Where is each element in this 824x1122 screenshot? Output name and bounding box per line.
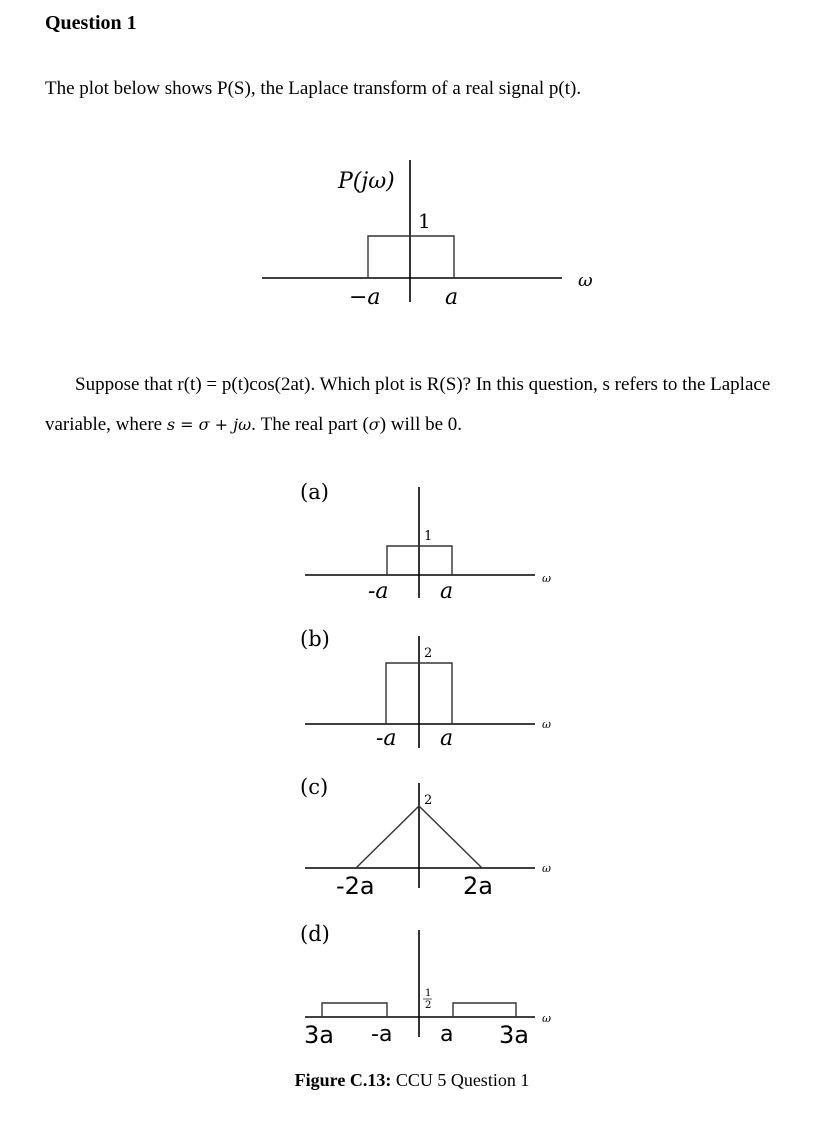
option-a-axis-label: ω — [542, 572, 551, 585]
main-rect-pulse — [368, 236, 454, 278]
option-c-height-label: 2 — [424, 793, 433, 808]
main-neg-label: −a — [349, 285, 381, 310]
laplace-variable-math: s = σ + jω — [166, 415, 252, 434]
sigma-symbol: σ — [368, 415, 380, 434]
option-d-tag: (d) — [300, 922, 330, 946]
option-a-height-label: 1 — [424, 529, 433, 544]
question-title: Question 1 — [45, 12, 137, 34]
option-b-tag: (b) — [300, 627, 330, 651]
option-b-neg-label: -a — [376, 726, 397, 751]
caption-text: CCU 5 Question 1 — [391, 1070, 530, 1090]
option-d-axis-label: ω — [542, 1012, 551, 1025]
option-b-height-label: 2 — [424, 646, 433, 661]
option-a-pos-label: a — [440, 579, 454, 604]
question-text-line1: Suppose that r(t) = p(t)cos(2at). Which plot is R(S)? In this question, s refers to the Laplace — [75, 374, 771, 395]
caption-label: Figure C.13: — [294, 1070, 392, 1090]
main-ylabel: P(jω) — [338, 169, 395, 194]
line2-prefix: variable, where — [45, 414, 167, 435]
option-a-tag: (a) — [300, 480, 329, 504]
option-d-label-neg-3a: 3a — [304, 1021, 334, 1049]
option-c-plot — [300, 775, 551, 900]
main-pos-label: a — [445, 285, 459, 310]
main-height-label: 1 — [418, 209, 431, 233]
option-d-right-pulse — [453, 1003, 516, 1017]
line2-mid: . The real part ( — [251, 414, 369, 435]
option-b-plot — [300, 627, 551, 751]
option-c-axis-label: ω — [542, 862, 551, 875]
figure-caption — [0, 1070, 824, 1091]
option-c-tag: (c) — [300, 775, 329, 799]
option-d-plot — [300, 922, 551, 1049]
option-a-plot — [300, 480, 551, 604]
option-d-height-numerator: 1 — [425, 988, 432, 999]
main-plot — [262, 160, 593, 310]
option-d-height-denominator: 2 — [425, 1000, 432, 1011]
option-d-label-pos-a: a — [440, 1022, 454, 1047]
option-d-left-pulse — [322, 1003, 387, 1017]
option-c-pos-label: 2a — [463, 872, 493, 900]
option-b-axis-label: ω — [542, 718, 551, 731]
option-c-neg-label: -2a — [336, 872, 375, 900]
option-d-label-pos-3a: 3a — [499, 1021, 529, 1049]
main-axis-label: ω — [578, 270, 593, 291]
option-b-pos-label: a — [440, 726, 454, 751]
option-a-neg-label: -a — [368, 579, 389, 604]
option-d-label-neg-a: -a — [371, 1022, 393, 1047]
intro-text: The plot below shows P(S), the Laplace transform of a real signal p(t). — [45, 78, 582, 99]
line2-suffix: ) will be 0. — [379, 414, 463, 435]
